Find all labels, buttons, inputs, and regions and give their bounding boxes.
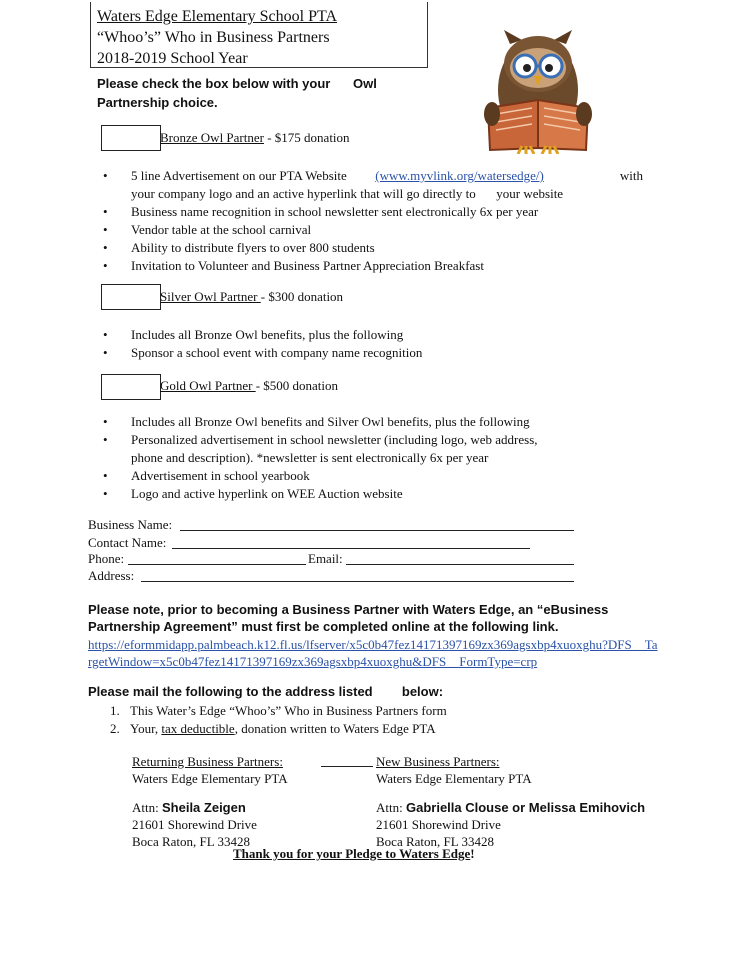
silver-benefits-list [109,326,649,362]
business-name-label: Business Name: [88,517,173,532]
bronze-benefit-website-end: your website [496,186,564,201]
program-title: “Whoo’s” Who in Business Partners [97,29,330,46]
new-attn-name: Gabriella Clouse or Melissa Emihovich [405,800,646,815]
gold-tier-name: Gold Owl Partner [160,378,256,393]
bronze-tier-name: Bronze Owl Partner [160,130,264,145]
bronze-benefit-website-cont: your company logo and an active hyperlink that will go directly to [131,186,476,201]
new-partners-address [376,753,645,850]
silver-tier-label [160,289,343,305]
gold-tier-label [160,378,338,394]
list-item [109,431,669,467]
returning-partners-address [132,753,288,850]
list-item: • Ability to distribute flyers to over 800 students [109,239,649,257]
step-text-end: , donation written to Waters Edge PTA [234,721,436,736]
gold-benefit-newsletter-cont: phone and description). *newsletter is sent electronically 6x per year [131,450,489,465]
intro-line1: Please check the box below with your [97,76,331,91]
header-box [90,2,428,68]
returning-org: Waters Edge Elementary PTA [132,771,288,786]
ebusiness-agreement-link[interactable]: https://eformmidapp.palmbeach.k12.fl.us/lfserver/x5c0b47fez14171397169zx369agsxbp4xuoxghu?DFS__TargetWindow=x5c0b47fez14171397169zx369agsxbp4xuoxghu&DFS__FormType=crp [88,637,658,669]
list-item: • Vendor table at the school carnival [109,221,649,239]
tax-deductible-text: tax deductible [161,721,235,736]
phone-field[interactable] [128,564,306,565]
attn-label: Attn: [376,800,406,815]
silver-tier-name: Silver Owl Partner [160,289,261,304]
list-item: • Includes all Bronze Owl benefits, plus the following [109,326,649,344]
business-name-field[interactable] [180,530,574,531]
attn-label: Attn: [132,800,162,815]
address-field[interactable] [141,581,574,582]
intro-owl-word: Owl [353,76,377,91]
phone-label: Phone: [88,551,125,566]
intro-instructions [97,74,377,112]
new-city: Boca Raton, FL 33428 [376,834,494,849]
list-item: • Business name recognition in school newsletter sent electronically 6x per year [109,203,649,221]
returning-attn-name: Sheila Zeigen [161,800,246,815]
school-title: Waters Edge Elementary School PTA [97,8,338,25]
pta-website-link[interactable]: (www.myvlink.org/watersedge/) [375,168,544,183]
ebusiness-agreement-note: Please note, prior to becoming a Business Partner with Waters Edge, an “eBusiness Partnership Agreement” must first be completed online at the following link. [88,602,609,634]
mail-instructions-heading [88,684,443,699]
contact-name-label: Contact Name: [88,535,167,550]
school-year: 2018-2019 School Year [97,50,248,67]
list-item: • Logo and active hyperlink on WEE Auction website [109,485,669,503]
gold-benefit-newsletter: Personalized advertisement in school newsletter (including logo, web address, [131,432,538,447]
bronze-benefits-list [109,167,649,275]
step-text: This Water’s Edge “Whoo’s” Who in Business Partners form [130,703,447,718]
new-attn [376,799,645,816]
thank-you-bang: ! [470,846,475,861]
bronze-benefit-website: 5 line Advertisement on our PTA Website [131,168,347,183]
gold-checkbox[interactable] [101,374,161,400]
step-number: 2. [110,721,120,736]
address-label: Address: [88,568,135,583]
step-number: 1. [110,703,120,718]
new-title: New Business Partners: [376,754,500,769]
step-text: Your, [130,721,162,736]
thank-you-text: Thank you for your Pledge to Waters Edge [233,846,471,861]
gold-tier-price: - $500 donation [255,378,339,393]
list-item [110,702,447,720]
list-item [110,720,447,738]
list-item: • Invitation to Volunteer and Business Partner Appreciation Breakfast [109,257,649,275]
owl-reading-book-icon [482,30,594,154]
list-item: • Includes all Bronze Owl benefits and Silver Owl benefits, plus the following [109,413,669,431]
returning-city: Boca Raton, FL 33428 [132,834,250,849]
bronze-checkbox[interactable] [101,125,161,151]
list-item: • Sponsor a school event with company name recognition [109,344,649,362]
returning-title: Returning Business Partners: [132,754,283,769]
list-item [109,167,649,203]
bronze-tier-label [160,130,350,146]
intro-line2: Partnership choice. [97,95,218,110]
mail-heading-text: Please mail the following to the address listed [88,684,373,699]
gold-benefits-list [109,413,669,503]
bronze-tier-price: - $175 donation [263,130,350,145]
silver-tier-price: - $300 donation [260,289,344,304]
returning-attn [132,799,288,816]
silver-checkbox[interactable] [101,284,161,310]
mail-heading-below: below: [401,684,444,699]
mail-steps-list [110,702,447,738]
email-field[interactable] [346,564,574,565]
returning-street: 21601 Shorewind Drive [132,817,257,832]
list-item: • Advertisement in school yearbook [109,467,669,485]
contact-name-field[interactable] [172,548,530,549]
thank-you-message [233,846,475,862]
new-org: Waters Edge Elementary PTA [376,771,532,786]
divider [321,766,373,767]
new-street: 21601 Shorewind Drive [376,817,501,832]
bronze-benefit-with: with [619,168,643,183]
email-label: Email: [308,551,343,566]
